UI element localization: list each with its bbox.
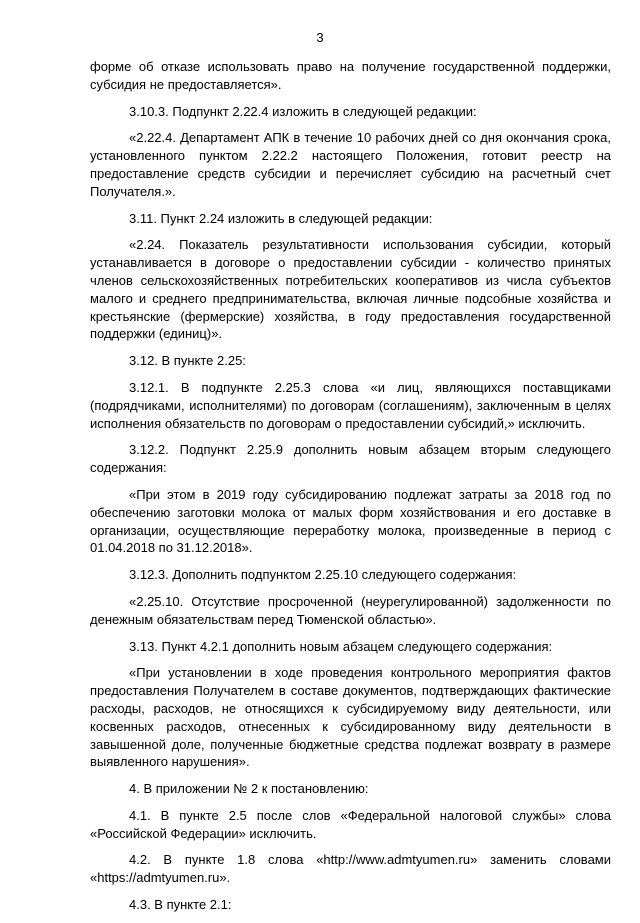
document-body (90, 58, 611, 923)
paragraph: «При этом в 2019 году субсидированию подлежат затраты за 2018 год по обеспечению заготовки молока от малых форм хозяйствования и его доставке в организации, осуществляющие переработку молока, произведенные в период с 01.04.2018 по 31.12.2018». (90, 486, 611, 556)
paragraph: 3.13. Пункт 4.2.1 дополнить новым абзацем следующего содержания: (129, 638, 553, 654)
paragraph: «2.25.10. Отсутствие просроченной (неурегулированной) задолженности по денежным обязательствам перед Тюменской областью». (90, 593, 611, 627)
paragraph: 3.12.2. Подпункт 2.25.9 дополнить новым абзацем вторым следующего содержания: (90, 442, 611, 476)
paragraph: 3.12. В пункте 2.25: (129, 353, 246, 369)
paragraph: «2.24. Показатель результативности использования субсидии, который устанавливается в договоре о предоставлении субсидии - количество принятых членов сельскохозяйственных потребительских кооперативов из числа субъектов малого и среднего предпринимательства, включая личные подсобные хозяйства и крестьянские (фермерские) хозяйства, в году предоставления государственной поддержки (единиц)». (90, 237, 611, 342)
page-number: 3 (316, 30, 324, 45)
paragraph: 3.10.3. Подпункт 2.22.4 изложить в следующей редакции: (129, 103, 477, 119)
paragraph: 3.12.1. В подпункте 2.25.3 слова «и лиц, являющихся поставщиками (подрядчиками, исполнителями) по договорам (соглашениям), заключенным в целях исполнения обязательств по договорам о предоставлении субсидий,» исключить. (90, 379, 611, 431)
paragraph: «При установлении в ходе проведения контрольного мероприятия фактов предоставления Получателем в составе документов, подтверждающих фактические расходы, расходов, не относящихся к субсидируемому виду деятельности, или косвенных расходов, отнесенных к субсидированному виду деятельности в завышенной доле, полученные бюджетные средства подлежат возврату в размере выявленного нарушения». (90, 665, 611, 770)
paragraph: 4. В приложении № 2 к постановлению: (129, 781, 369, 797)
paragraph-continuation: форме об отказе использовать право на получение государственной поддержки, субсидия не предоставляется». (90, 59, 611, 92)
paragraph: 3.12.3. Дополнить подпунктом 2.25.10 следующего содержания: (129, 567, 517, 583)
paragraph: 4.1. В пункте 2.5 после слов «Федеральной налоговой службы» слова «Российской Федерации» исключить. (90, 807, 611, 841)
paragraph: 3.11. Пункт 2.24 изложить в следующей редакции: (129, 210, 433, 226)
paragraph: 4.2. В пункте 1.8 слова «http://www.admtyumen.ru» заменить словами «https://admtyumen.ru». (90, 852, 611, 886)
paragraph: «2.22.4. Департамент АПК в течение 10 рабочих дней со дня окончания срока, установленного пунктом 2.22.2 настоящего Положения, готовит реестр на предоставление средств субсидии и перечисляет субсидию на расчетный счет Получателя.». (90, 130, 611, 199)
paragraph: 4.3. В пункте 2.1: (129, 897, 232, 913)
